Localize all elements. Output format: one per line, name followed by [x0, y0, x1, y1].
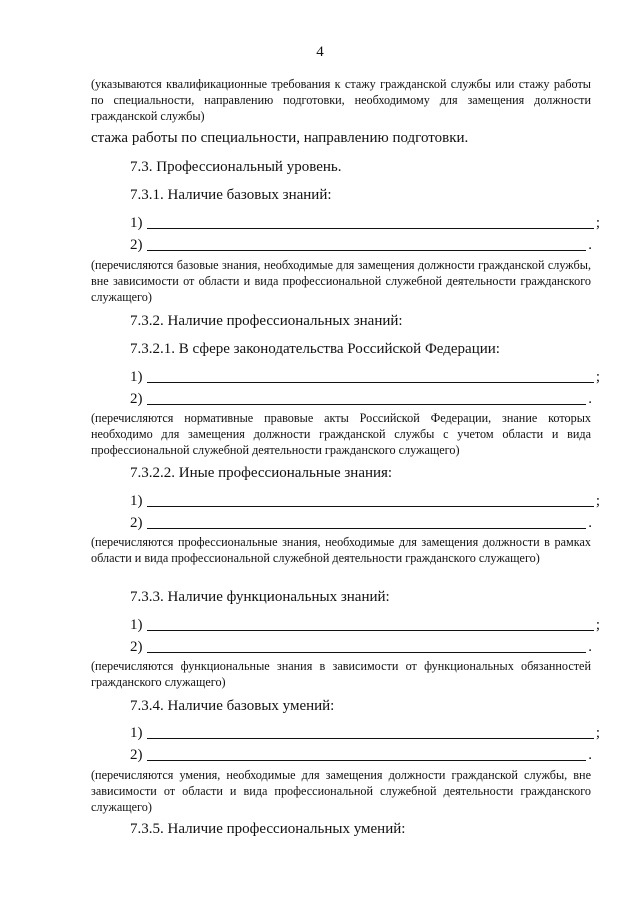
blank-line [147, 390, 587, 405]
intro-continuation: стажа работы по специальности, направлению подготовки. [91, 130, 469, 146]
fill-line-7-3-2-2-2[interactable] [130, 512, 592, 532]
item-number: 2) [130, 747, 143, 763]
intro-note: (указываются квалификационные требования к стажу гражданской службы или стажу работы по специальности, направлению подготовки, необходимому для замещения должности гражданской службы) [91, 77, 591, 123]
item-number: 1) [130, 725, 143, 741]
section-7-3-2-title: 7.3.2. Наличие профессиональных знаний: [130, 313, 403, 329]
item-number: 2) [130, 237, 143, 253]
fill-line-7-3-2-1-2[interactable] [130, 388, 592, 408]
item-end: ; [595, 215, 600, 231]
section-7-3-3-title: 7.3.3. Наличие функциональных знаний: [130, 589, 390, 605]
section-7-3-2-1-note: (перечисляются нормативные правовые акты Российской Федерации, знание которых необходимо для замещения должности гражданской службы с учетом области и вида профессиональной служебной деятельности гражданского служащего) [91, 411, 591, 457]
section-7-3-2-2-note: (перечисляются профессиональные знания, необходимые для замещения должности в рамках области и вида профессиональной служебной деятельности гражданского служащего) [91, 535, 591, 565]
item-number: 2) [130, 639, 143, 655]
item-end: . [588, 515, 592, 531]
item-number: 1) [130, 215, 143, 231]
section-7-3-1-title: 7.3.1. Наличие базовых знаний: [130, 187, 332, 203]
item-number: 1) [130, 493, 143, 509]
blank-line [147, 236, 587, 251]
section-7-3-2-1-title: 7.3.2.1. В сфере законодательства Российской Федерации: [130, 341, 500, 357]
fill-line-7-3-1-2[interactable] [130, 234, 592, 254]
blank-line [147, 724, 594, 739]
item-number: 2) [130, 391, 143, 407]
fill-line-7-3-4-1[interactable] [130, 722, 600, 742]
item-end: . [588, 391, 592, 407]
item-end: ; [595, 617, 600, 633]
blank-line [147, 638, 587, 653]
blank-line [147, 616, 594, 631]
item-end: ; [595, 725, 600, 741]
section-7-3-4-note: (перечисляются умения, необходимые для замещения должности гражданской службы, вне зависимости от области и вида профессиональной служебной деятельности гражданского служащего) [91, 768, 591, 814]
item-end: ; [595, 493, 600, 509]
item-number: 2) [130, 515, 143, 531]
item-number: 1) [130, 369, 143, 385]
item-number: 1) [130, 617, 143, 633]
item-end: . [588, 747, 592, 763]
blank-line [147, 514, 587, 529]
blank-line [147, 214, 594, 229]
item-end: . [588, 237, 592, 253]
fill-line-7-3-3-2[interactable] [130, 636, 592, 656]
section-7-3-1-note: (перечисляются базовые знания, необходимые для замещения должности гражданской службы, вне зависимости от области и вида профессиональной служебной деятельности гражданского служащего) [91, 258, 591, 304]
fill-line-7-3-2-1-1[interactable] [130, 366, 600, 386]
section-7-3-2-2-title: 7.3.2.2. Иные профессиональные знания: [130, 465, 393, 481]
page-number: 4 [316, 44, 324, 60]
fill-line-7-3-3-1[interactable] [130, 614, 600, 634]
fill-line-7-3-1-1[interactable] [130, 212, 600, 232]
blank-line [147, 746, 587, 761]
fill-line-7-3-4-2[interactable] [130, 744, 592, 764]
section-7-3-5-title: 7.3.5. Наличие профессиональных умений: [130, 821, 406, 837]
section-7-3-4-title: 7.3.4. Наличие базовых умений: [130, 698, 335, 714]
section-7-3-title: 7.3. Профессиональный уровень. [130, 159, 342, 175]
blank-line [147, 368, 594, 383]
item-end: ; [595, 369, 600, 385]
blank-line [147, 492, 594, 507]
fill-line-7-3-2-2-1[interactable] [130, 490, 600, 510]
section-7-3-3-note: (перечисляются функциональные знания в зависимости от функциональных обязанностей гражданского служащего) [91, 659, 591, 689]
item-end: . [588, 639, 592, 655]
